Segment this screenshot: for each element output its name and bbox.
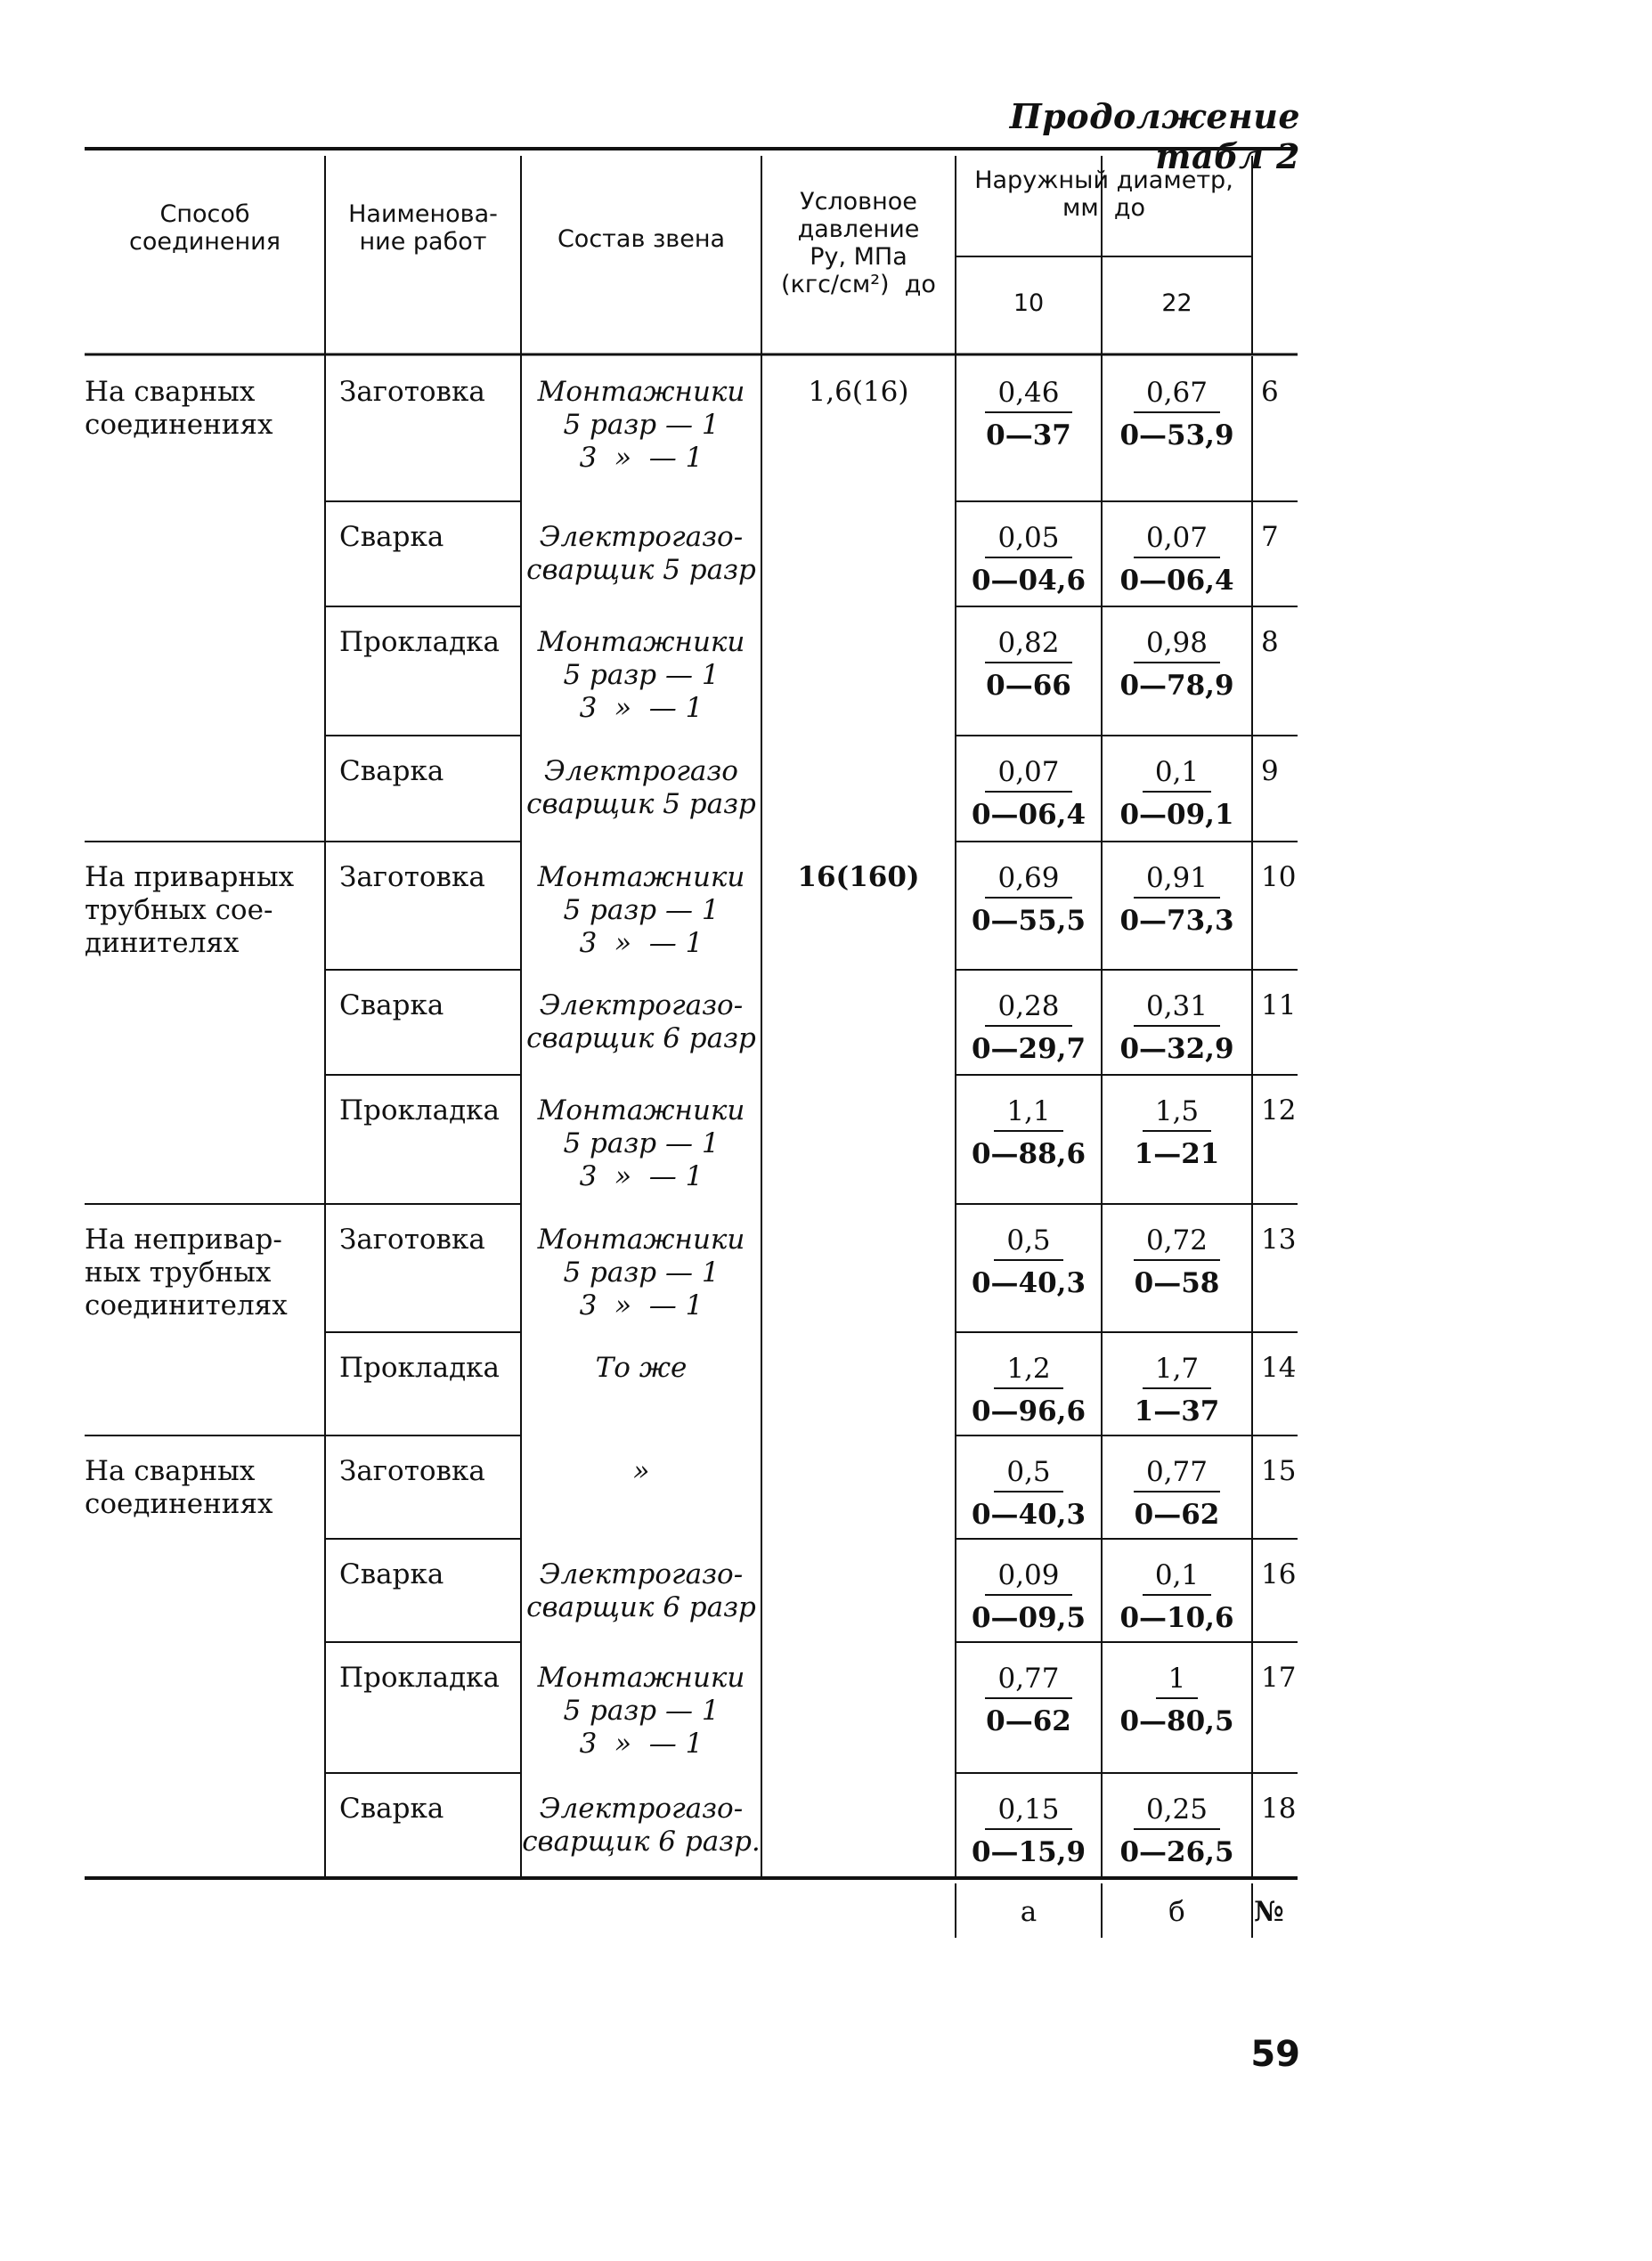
price-rate: 0—40,3 [971, 1499, 1086, 1531]
time-norm: 0,07 [1134, 521, 1220, 558]
crew-cell: Электрогазо- сварщик 6 разр [526, 1558, 756, 1623]
rate-fraction-a [956, 1793, 1102, 1869]
row-number: 14 [1261, 1352, 1297, 1384]
header-crew: Состав звена [557, 225, 726, 253]
time-norm: 0,69 [985, 861, 1071, 899]
work-cell: Сварка [339, 989, 444, 1021]
price-rate: 0—40,3 [971, 1267, 1086, 1299]
rate-fraction-b [1102, 1558, 1252, 1635]
time-norm: 0,46 [985, 376, 1071, 413]
price-rate: 0—88,6 [971, 1138, 1086, 1170]
time-norm: 1,5 [1143, 1094, 1211, 1132]
row-number: 13 [1261, 1224, 1297, 1256]
rate-fraction-a [956, 626, 1102, 703]
footer-col-b: б [1168, 1896, 1185, 1928]
header-pressure: Условное давление Pу, МПа (кгс/см²) до [781, 188, 936, 298]
time-norm: 0,77 [1134, 1455, 1220, 1492]
work-cell: Сварка [339, 755, 444, 787]
crew-cell: Монтажники 5 разр — 1 3 » — 1 [537, 1094, 745, 1192]
row-number: 10 [1261, 861, 1297, 893]
row-number: 17 [1261, 1662, 1297, 1694]
time-norm: 1,7 [1143, 1352, 1211, 1389]
price-rate: 1—37 [1134, 1395, 1220, 1427]
rate-fraction-b [1102, 861, 1252, 938]
crew-cell: Монтажники 5 разр — 1 3 » — 1 [537, 626, 745, 724]
work-cell: Прокладка [339, 626, 500, 658]
row-number: 9 [1261, 755, 1279, 787]
footer-col-no: № [1254, 1896, 1284, 1928]
rate-fraction-a [956, 1455, 1102, 1532]
time-norm: 0,1 [1143, 755, 1211, 793]
price-rate: 0—73,3 [1119, 905, 1234, 937]
rates-table [85, 147, 1298, 1938]
rate-fraction-a [956, 1558, 1102, 1635]
time-norm: 0,82 [985, 626, 1071, 663]
crew-cell: То же [595, 1352, 688, 1384]
row-number: 7 [1261, 521, 1279, 553]
work-cell: Заготовка [339, 861, 485, 893]
method-cell: На сварных соединениях [85, 376, 273, 441]
rate-fraction-a [956, 861, 1102, 938]
crew-cell: Монтажники 5 разр — 1 3 » — 1 [537, 1662, 745, 1760]
work-cell: Сварка [339, 521, 444, 553]
price-rate: 0—15,9 [971, 1836, 1086, 1868]
price-rate: 0—04,6 [971, 565, 1086, 597]
time-norm: 1,1 [994, 1094, 1062, 1132]
rate-fraction-a [956, 376, 1102, 452]
page-number: 59 [1250, 2034, 1300, 2075]
rate-fraction-b [1102, 1094, 1252, 1171]
header-diameter: Наружный диаметр, мм до [974, 167, 1233, 222]
row-number: 16 [1261, 1558, 1297, 1590]
row-number: 11 [1261, 989, 1297, 1021]
rate-fraction-b [1102, 1662, 1252, 1738]
time-norm: 0,5 [994, 1224, 1062, 1261]
price-rate: 0—80,5 [1119, 1705, 1234, 1737]
pressure-cell: 1,6(16) [808, 376, 909, 408]
method-cell: На сварных соединениях [85, 1455, 273, 1520]
work-cell: Прокладка [339, 1094, 500, 1126]
rate-fraction-a [956, 989, 1102, 1066]
time-norm: 0,1 [1143, 1558, 1211, 1596]
time-norm: 0,67 [1134, 376, 1220, 413]
time-norm: 0,28 [985, 989, 1071, 1027]
header-method: Способ соединения [129, 200, 281, 256]
crew-cell: Монтажники 5 разр — 1 3 » — 1 [537, 861, 745, 959]
header-work: Наименова- ние работ [348, 200, 498, 256]
price-rate: 1—21 [1134, 1138, 1220, 1170]
rate-fraction-a [956, 1224, 1102, 1300]
price-rate: 0—29,7 [971, 1033, 1086, 1065]
rate-fraction-b [1102, 1455, 1252, 1532]
price-rate: 0—62 [1134, 1499, 1220, 1531]
crew-cell: Монтажники 5 разр — 1 3 » — 1 [537, 376, 745, 474]
price-rate: 0—09,1 [1119, 799, 1234, 831]
row-number: 8 [1261, 626, 1279, 658]
work-cell: Заготовка [339, 1224, 485, 1256]
work-cell: Заготовка [339, 376, 485, 408]
price-rate: 0—09,5 [971, 1602, 1086, 1634]
rate-fraction-b [1102, 521, 1252, 598]
rate-fraction-b [1102, 376, 1252, 452]
time-norm: 0,09 [985, 1558, 1071, 1596]
time-norm: 0,77 [985, 1662, 1071, 1699]
work-cell: Заготовка [339, 1455, 485, 1487]
row-number: 18 [1261, 1793, 1297, 1825]
time-norm: 1 [1156, 1662, 1199, 1699]
price-rate: 0—66 [986, 670, 1071, 702]
rate-fraction-b [1102, 1793, 1252, 1869]
rate-fraction-a [956, 755, 1102, 832]
price-rate: 0—53,9 [1119, 419, 1234, 451]
footer-col-a: а [1020, 1896, 1038, 1928]
rate-fraction-b [1102, 755, 1252, 832]
time-norm: 0,25 [1134, 1793, 1220, 1830]
time-norm: 0,07 [985, 755, 1071, 793]
continuation-title: Продолжение табл 2 [1009, 96, 1300, 176]
time-norm: 0,5 [994, 1455, 1062, 1492]
price-rate: 0—58 [1134, 1267, 1220, 1299]
header-d22: 22 [1161, 289, 1192, 317]
price-rate: 0—10,6 [1119, 1602, 1234, 1634]
crew-cell: Электрогазо- сварщик 6 разр. [522, 1793, 761, 1858]
time-norm: 0,31 [1134, 989, 1220, 1027]
row-number: 6 [1261, 376, 1279, 408]
rate-fraction-a [956, 1352, 1102, 1428]
method-cell: На непривар- ных трубных соединителях [85, 1224, 288, 1322]
row-number: 15 [1261, 1455, 1297, 1487]
work-cell: Прокладка [339, 1662, 500, 1694]
crew-cell: Электрогазо сварщик 5 разр [526, 755, 756, 820]
crew-cell: Монтажники 5 разр — 1 3 » — 1 [537, 1224, 745, 1322]
time-norm: 0,98 [1134, 626, 1220, 663]
price-rate: 0—06,4 [1119, 565, 1234, 597]
time-norm: 0,15 [985, 1793, 1071, 1830]
time-norm: 1,2 [994, 1352, 1062, 1389]
rate-fraction-a [956, 1662, 1102, 1738]
crew-cell: » [632, 1455, 650, 1487]
rate-fraction-b [1102, 989, 1252, 1066]
rate-fraction-b [1102, 1352, 1252, 1428]
work-cell: Сварка [339, 1793, 444, 1825]
rate-fraction-a [956, 521, 1102, 598]
work-cell: Прокладка [339, 1352, 500, 1384]
crew-cell: Электрогазо- сварщик 5 разр [526, 521, 756, 586]
header-d10: 10 [1013, 289, 1045, 317]
price-rate: 0—96,6 [971, 1395, 1086, 1427]
price-rate: 0—06,4 [971, 799, 1086, 831]
price-rate: 0—32,9 [1119, 1033, 1234, 1065]
rate-fraction-b [1102, 1224, 1252, 1300]
rate-fraction-a [956, 1094, 1102, 1171]
row-number: 12 [1261, 1094, 1297, 1126]
crew-cell: Электрогазо- сварщик 6 разр [526, 989, 756, 1054]
rate-fraction-b [1102, 626, 1252, 703]
pressure-cell: 16(160) [797, 861, 920, 893]
price-rate: 0—62 [986, 1705, 1071, 1737]
time-norm: 0,05 [985, 521, 1071, 558]
price-rate: 0—78,9 [1119, 670, 1234, 702]
price-rate: 0—26,5 [1119, 1836, 1234, 1868]
work-cell: Сварка [339, 1558, 444, 1590]
time-norm: 0,91 [1134, 861, 1220, 899]
price-rate: 0—37 [986, 419, 1071, 451]
method-cell: На приварных трубных сое- динителях [85, 861, 295, 959]
time-norm: 0,72 [1134, 1224, 1220, 1261]
price-rate: 0—55,5 [971, 905, 1086, 937]
